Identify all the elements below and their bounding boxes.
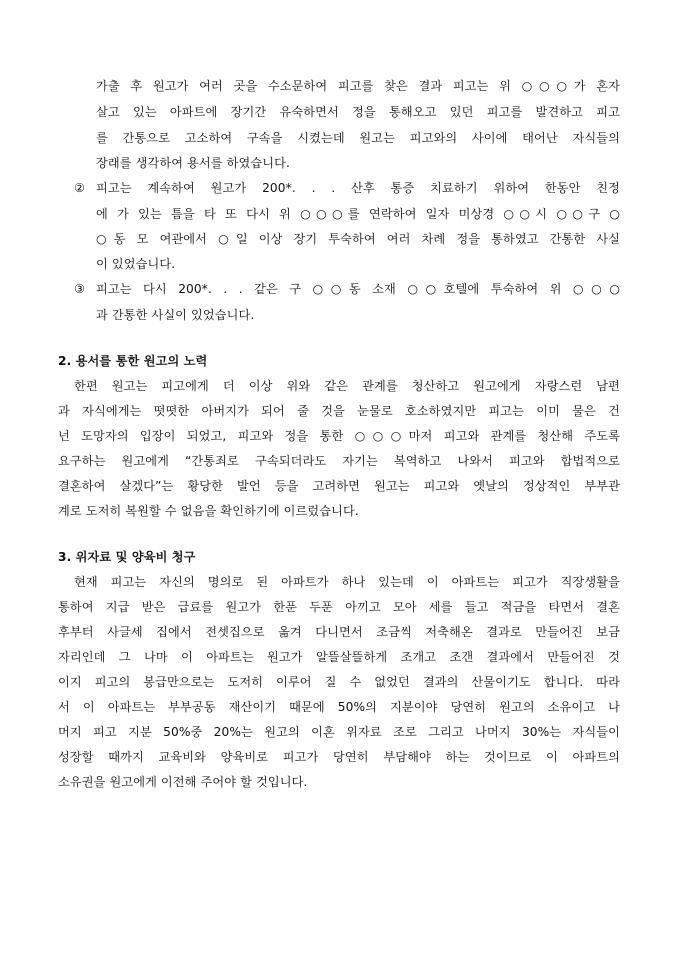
body-line: 살고 있는 아파트에 장기간 유숙하면서 정을 통해오고 있던 피고를 발견하고 피고	[96, 105, 620, 119]
paragraph-line: 계로 도저히 복원할 수 없음을 확인하기에 이르렀습니다.	[58, 504, 359, 518]
list-marker-2: ②	[74, 181, 85, 195]
paragraph-line: 머지 피고 지분 50%중 20%는 원고의 이혼 위자료 조로 그리고 나머지 30%는 자식들이	[58, 725, 620, 739]
list-item-line: 이 있었습니다.	[96, 257, 176, 271]
paragraph-line: 후부터 사글세 집에서 전셋집으로 옮겨 다니면서 조금씩 저축해온 결과로 만들어진 보금	[58, 625, 620, 639]
body-line: 장래를 생각하여 용서를 하였습니다.	[96, 156, 290, 170]
section-heading: 2. 용서를 통한 원고의 노력	[58, 354, 208, 368]
body-line: 가출 후 원고가 여러 곳을 수소문하여 피고를 찾은 결과 피고는 위 ○○○가 혼자	[96, 79, 620, 93]
paragraph-line: 한편 원고는 피고에게 더 이상 위와 같은 관계를 청산하고 원고에게 자랑스런 남편	[74, 379, 620, 393]
list-item-line: 과 간통한 사실이 있었습니다.	[96, 308, 255, 322]
paragraph-line: 자리인데 그 나마 이 아파트는 원고가 알뜰살뜰하게 조개고 조갠 결과에서 만들어진 것	[58, 650, 620, 664]
body-line: 를 간통으로 고소하여 구속을 시켰는데 원고는 피고와의 사이에 태어난 자식들의	[96, 131, 620, 145]
list-item-line: 피고는 다시 200*. . . 같은 구 ○○동 소재 ○○호텔에 투숙하여 위 ○○○	[96, 282, 620, 296]
list-item-line: 피고는 계속하여 원고가 200*. . . 산후 통증 치료하기 위하여 한동안 친정	[96, 181, 620, 195]
paragraph-line: 현재 피고는 자신의 명의로 된 아파트가 하나 있는데 이 아파트는 피고가 직장생활을	[74, 575, 620, 589]
paragraph-line: 이지 피고의 봉급만으로는 도저히 이루어 질 수 없었던 결과의 산물이기도 합니다. 따라	[58, 675, 620, 689]
paragraph-line: 통하여 지급 받은 급료를 원고가 한푼 두푼 아끼고 모아 세를 들고 적금을 타면서 결혼	[58, 600, 620, 614]
paragraph-line: 결혼하여 살겠다”는 황당한 발언 등을 고려하면 원고는 피고와 옛날의 정상적인 부부관	[58, 479, 620, 493]
list-marker-3: ③	[74, 282, 85, 296]
section-heading: 3. 위자료 및 양육비 청구	[58, 550, 196, 564]
list-item-line: 에 가 있는 틈을 타 또 다시 위 ○○○를 연락하여 일자 미상경 ○○시 ○○구 ○	[96, 207, 620, 221]
paragraph-line: 넌 도망자의 입장이 되었고, 피고와 정을 통한 ○○○마저 피고와 관계를 청산해 주도록	[58, 429, 620, 443]
paragraph-line: 서 이 아파트는 부부공동 재산이기 때문에 50%의 지분이야 당연히 원고의 소유이고 나	[58, 700, 620, 714]
paragraph-line: 과 자식에게는 떳떳한 아버지가 되어 줄 것을 눈물로 호소하였지만 피고는 이미 물은 건	[58, 404, 620, 418]
paragraph-line: 요구하는 원고에게 “간통죄로 구속되더라도 자기는 복역하고 나와서 피고와 합법적으로	[58, 454, 620, 468]
paragraph-line: 소유권을 원고에게 이전해 주어야 할 것입니다.	[58, 775, 308, 789]
paragraph-line: 성장할 때까지 교육비와 양육비로 피고가 당연히 부담해야 하는 것이므로 이 아파트의	[58, 750, 620, 764]
list-item-line: ○동 모 여관에서 ○일 이상 장기 투숙하여 여러 차례 정을 통하였고 간통한 사실	[96, 232, 620, 246]
